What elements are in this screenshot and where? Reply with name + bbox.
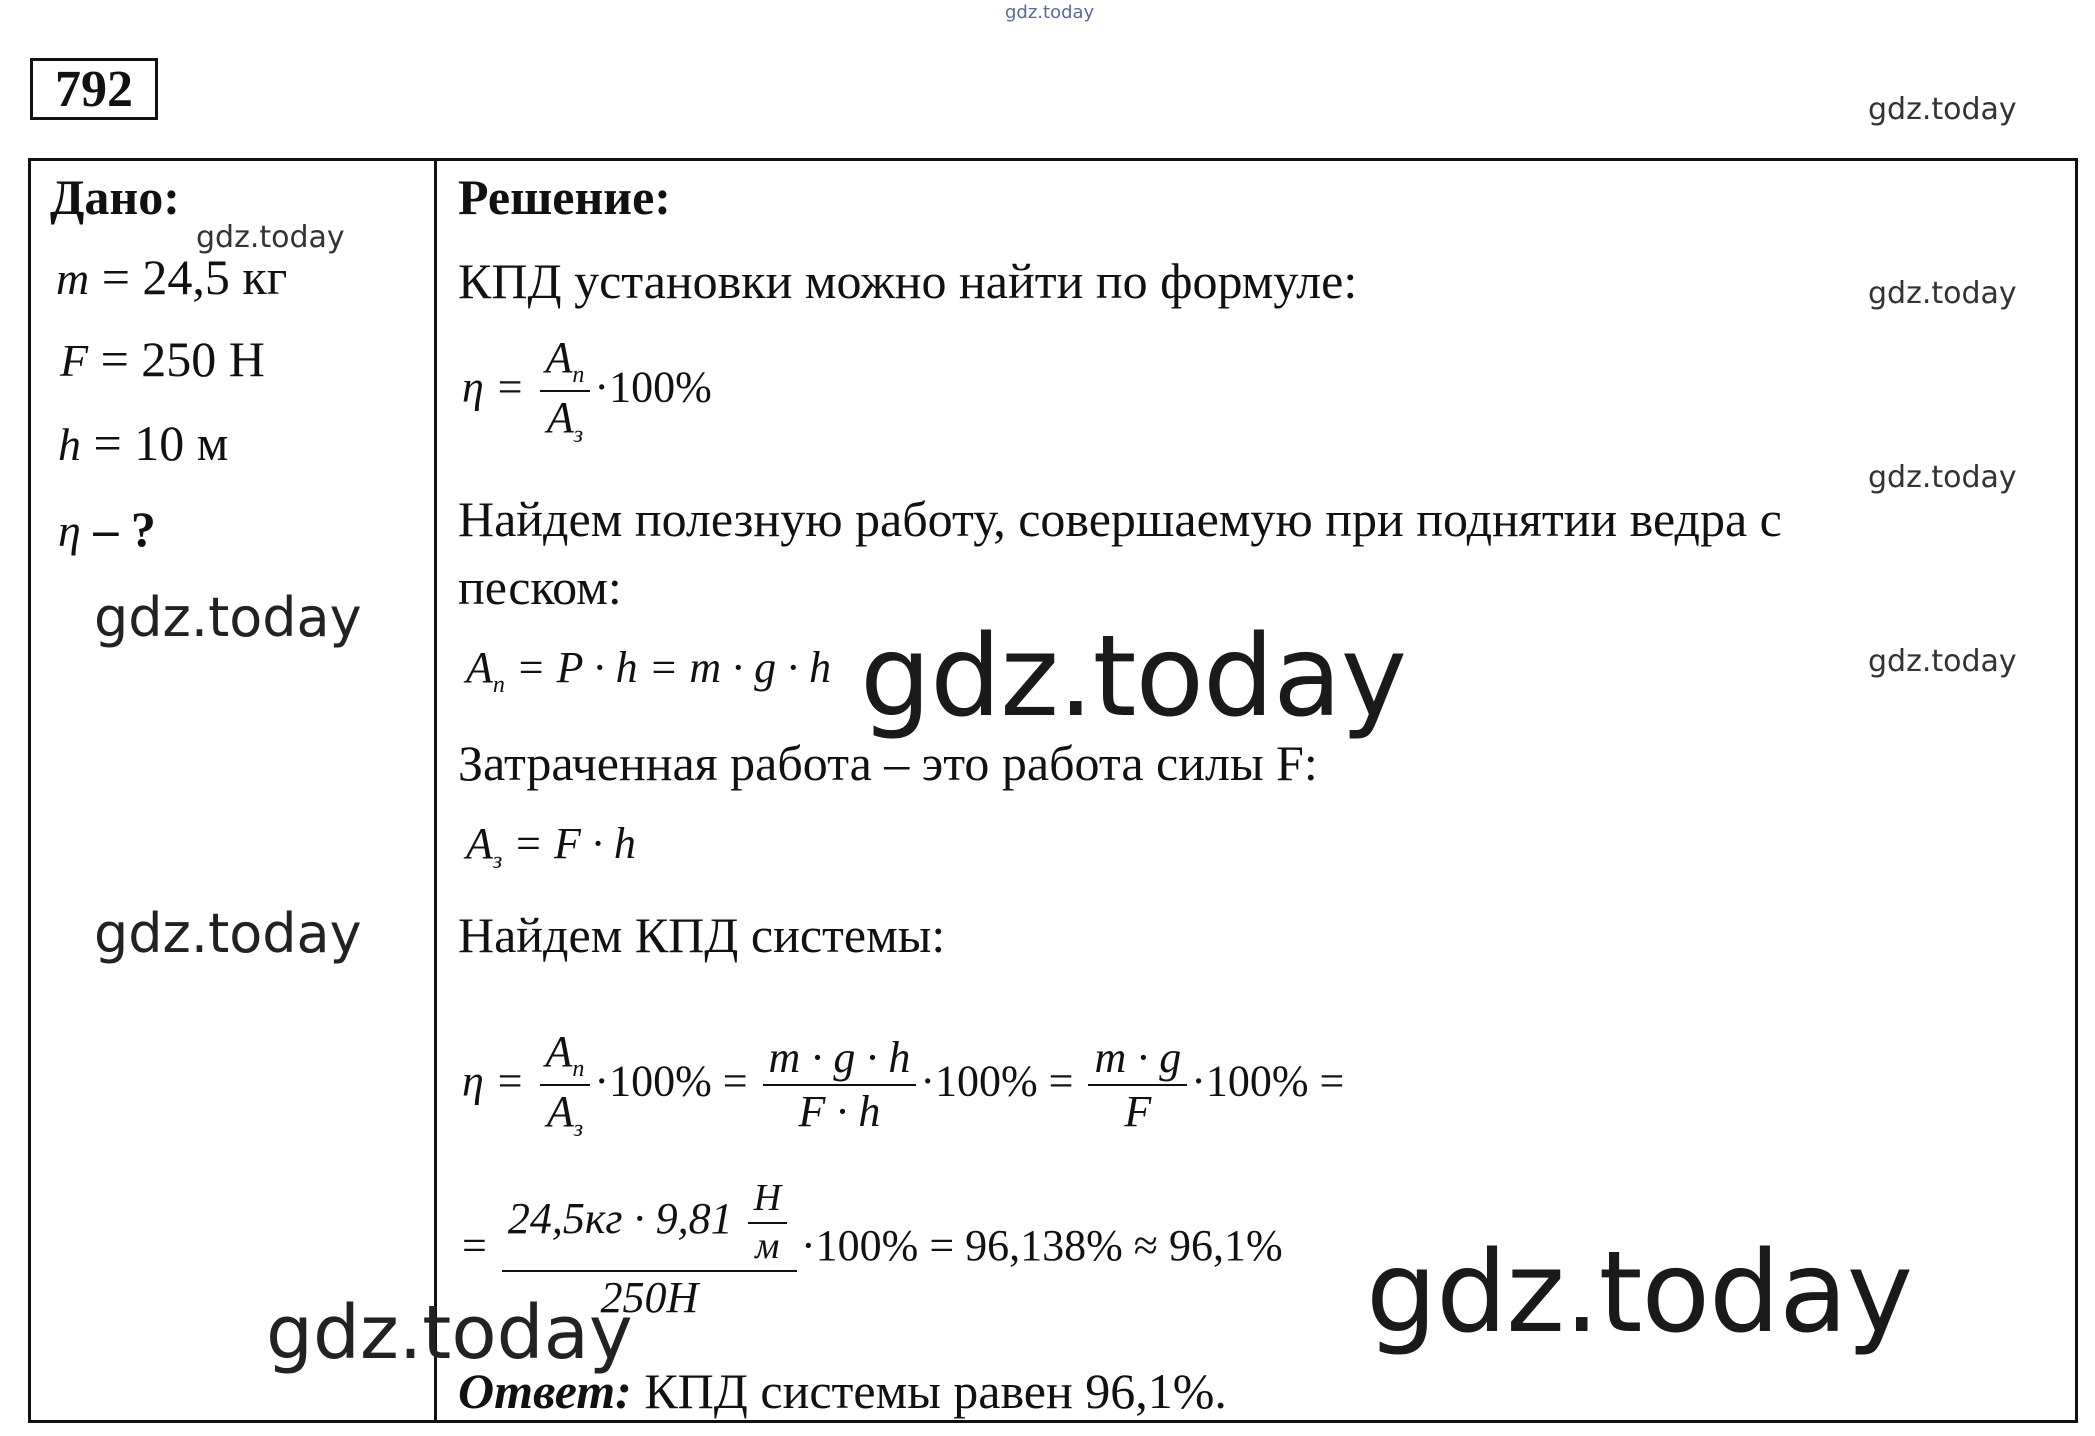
fraction-3 [1088,1034,1187,1137]
formula-tail: ·100% = [1191,1056,1345,1106]
watermark-right-1: gdz.today [1868,92,2017,127]
watermark-right-4: gdz.today [1868,644,2017,679]
formula-tail: ·100% [594,362,712,412]
denominator-sub: з [573,421,584,448]
unit-denominator: м [755,1224,780,1267]
given-height [58,414,228,472]
numerator: 24,5кг · 9,81 [507,1193,733,1243]
formula-lead: = [462,1221,487,1271]
unit-fraction [748,1178,787,1268]
fraction-2 [763,1034,917,1137]
numerator: m · g · h [763,1034,917,1086]
column-divider [434,158,437,1423]
watermark-top: gdz.today [1005,2,1095,23]
denominator: 250Н [600,1272,699,1322]
solution-intro: КПД установки можно найти по формуле: [458,253,1358,309]
work-symbol: A [466,643,493,692]
force-value: = 250 Н [100,331,265,387]
answer-text: КПД системы равен 96,1%. [631,1363,1227,1419]
watermark-large-2: gdz.today [1366,1228,1913,1358]
watermark-right-2: gdz.today [1868,276,2017,311]
formula-spent-work [466,818,636,875]
formula-mid-2: ·100% = [920,1056,1074,1106]
formula-mid-1: ·100% = [594,1056,748,1106]
formula-useful-work [466,642,831,699]
numerator: m · g [1088,1034,1187,1086]
mass-value: = 24,5 кг [101,249,288,305]
denominator: A [546,1087,574,1137]
answer-label: Ответ: [458,1363,632,1419]
efficiency-value: – ? [93,501,156,557]
watermark-right-3: gdz.today [1868,460,2017,495]
given-heading: Дано: [50,169,180,225]
spent-work-text: Затраченная работа – это работа силы F: [458,735,1318,791]
denominator: A [546,393,574,443]
numerator: A [545,333,573,382]
formula-efficiency-expanded [462,1028,1344,1142]
numerator-sub: п [572,361,585,388]
fraction-1 [540,1028,591,1142]
work-symbol: A [466,819,493,868]
watermark-large-3: gdz.today [266,1290,633,1376]
force-symbol: F [60,335,89,386]
formula-lhs: η = [462,1056,525,1106]
fraction-useful-over-spent [540,334,591,448]
watermark-left-1: gdz.today [94,586,362,649]
formula-efficiency [462,334,712,448]
formula-rest: = F · h [502,819,636,868]
formula-rest: = P · h = m · g · h [504,643,832,692]
watermark-given: gdz.today [196,220,345,255]
efficiency-text: Найдем КПД системы: [458,907,946,963]
work-sub: п [492,671,505,698]
denominator: F · h [798,1087,881,1137]
numerator-sub: п [572,1055,585,1082]
numerator: A [545,1027,573,1076]
problem-number: 792 [30,58,158,120]
denominator-sub: з [573,1115,584,1142]
given-efficiency [58,500,156,558]
formula-tail: ·100% = 96,138% ≈ 96,1% [801,1221,1283,1271]
given-mass [56,248,287,306]
formula-lhs: η = [462,362,525,412]
useful-work-line2: песком: [458,559,622,615]
given-force [60,330,265,388]
useful-work-line1: Найдем полезную работу, совершаемую при поднятии ведра с [458,491,1782,547]
efficiency-symbol: η [58,505,81,556]
watermark-large-1: gdz.today [860,612,1407,742]
watermark-left-2: gdz.today [94,902,362,965]
unit-numerator: Н [748,1178,787,1224]
mass-symbol: m [56,253,90,304]
height-symbol: h [58,419,81,470]
work-sub: з [492,847,503,874]
denominator: F [1124,1087,1152,1137]
solution-heading: Решение: [458,169,671,225]
height-value: = 10 м [93,415,229,471]
